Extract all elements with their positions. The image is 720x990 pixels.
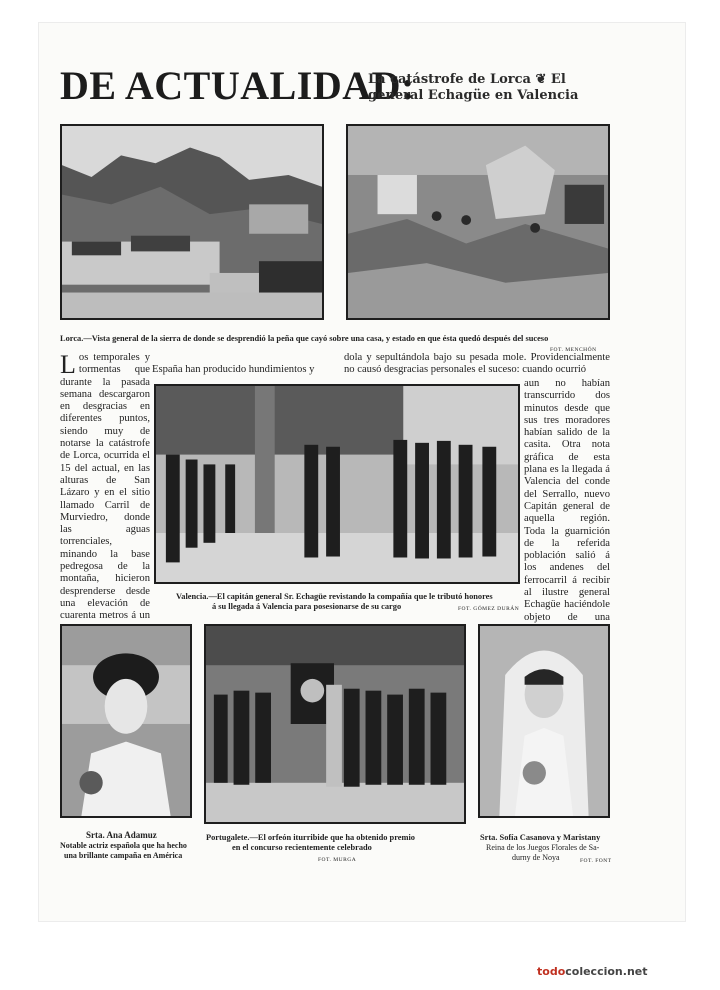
caption-casanova-line1: Reina de los Juegos Florales de Sa- <box>486 843 600 852</box>
photo-valencia-image <box>156 386 518 582</box>
page-title: DE ACTUALIDAD: <box>60 63 415 108</box>
caption-lorca: Lorca.—Vista general de la sierra de donde se desprendió la peña que cayó sobre una casa, y estado en que ésta quedó después del suceso <box>60 334 549 343</box>
caption-casanova-name: Srta. Sofía Casanova y Maristany <box>480 833 601 842</box>
article-col1-first: os temporales y tormentas que durante la pasada semana descargaron en desgracias en diferentes puntos, <box>60 352 150 425</box>
watermark <box>537 965 648 978</box>
watermark-domain: .net <box>622 965 648 978</box>
watermark-brand-b: coleccion <box>565 965 623 978</box>
photo-lorca-sierra-image <box>62 126 322 318</box>
article-dropcap: L <box>60 350 76 379</box>
credit-casanova: FOT. FONT <box>580 858 612 864</box>
caption-portugalete-line1: Portugalete.—El orfeón iturribide que ha obtenido premio <box>206 833 415 842</box>
photo-casanova-image <box>480 626 608 816</box>
caption-portugalete-line2: en el concurso recientemente celebrado <box>232 843 372 852</box>
photo-casanova <box>478 624 610 818</box>
caption-adamuz-line1: Notable actriz española que ha hecho <box>60 841 187 850</box>
watermark-brand-a: todo <box>537 965 566 978</box>
credit-lorca: FOT. MENCHÓN <box>550 347 597 353</box>
article-col2-right: aun no habían transcurrido dos minutos desde que sus tres moradores habían salido de la casita. Otra nota gráfica de esta plana es la llegada á Valencia del conde del Serrallo, nuevo Capitán general de aquella región. Toda la guarnición de la referida población salió á los andenes del ferrocarril á recibir al ilustre general Echagüe haciéndole objeto de una <box>524 378 610 623</box>
photo-lorca-ruins-image <box>348 126 608 318</box>
article-col-right-top <box>344 352 610 378</box>
caption-adamuz-name: Srta. Ana Adamuz <box>86 830 157 840</box>
photo-adamuz-image <box>62 626 190 816</box>
photo-valencia <box>154 384 520 584</box>
photo-lorca-ruins <box>346 124 610 320</box>
page-subtitle: La catástrofe de Lorca ❦ El general Echagüe en Valencia <box>368 72 579 103</box>
article-col1-mid: España han producido hundimientos y <box>152 364 315 375</box>
credit-valencia: FOT. GÓMEZ DURÁN <box>458 606 520 612</box>
article-col-right <box>524 378 610 623</box>
article-col1-rest: siendo muy de notarse la catástrofe de Lorca, ocurrida el 15 del actual, en las alturas de San Lázaro y en el sitio llamado Carril de Murviedro, donde las aguas torrenciales, minando la base pedregosa de la montaña, hicieron desprenderse desde una elevación de cuarenta metros á un <box>60 425 150 622</box>
article-col2-top: dola y sepultándola bajo su pesada mole. Providencialmente no causó desgracias personales el suceso: cuando ocurrió <box>344 352 610 376</box>
caption-adamuz-line2: una brillante campaña en América <box>64 851 183 860</box>
caption-valencia-line2: á su llegada á Valencia para posesionarse de su cargo <box>212 602 402 611</box>
photo-adamuz <box>60 624 192 818</box>
article-col-left <box>60 350 150 622</box>
credit-portugalete: FOT. MURGA <box>318 857 357 863</box>
photo-portugalete-image <box>206 626 464 822</box>
photo-portugalete <box>204 624 466 824</box>
article-col-mid-top <box>152 364 332 376</box>
caption-casanova-line2: durny de Noya <box>512 853 560 862</box>
photo-lorca-sierra <box>60 124 324 320</box>
caption-valencia-line1: Valencia.—El capitán general Sr. Echagüe revistando la compañía que le tributó honores <box>176 592 493 601</box>
